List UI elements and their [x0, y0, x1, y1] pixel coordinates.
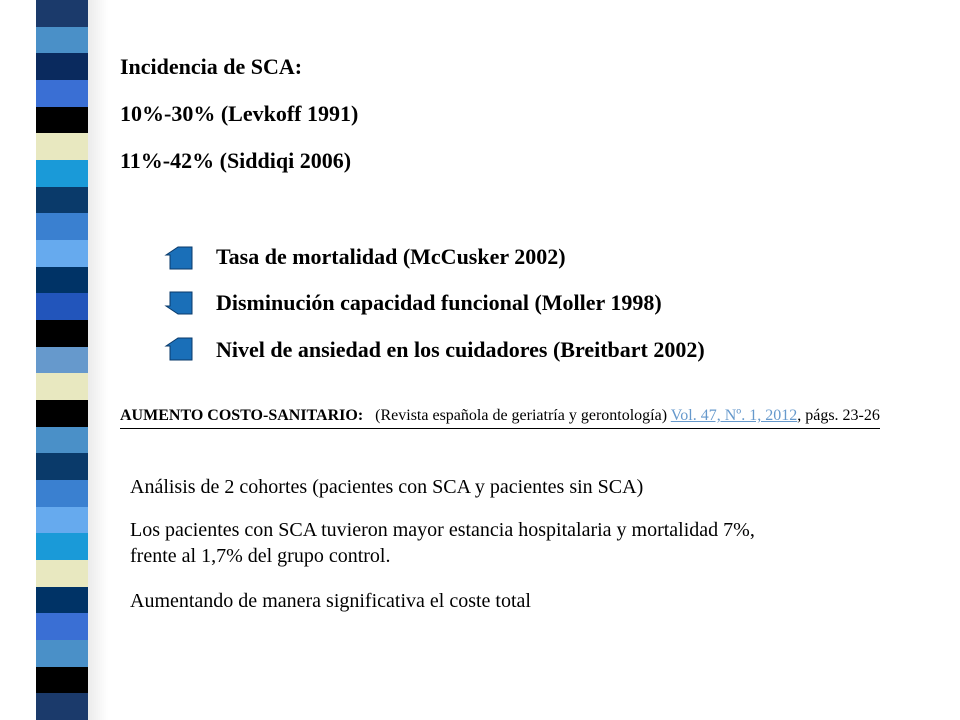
effect-anxiety: Nivel de ansiedad en los cuidadores (Breitbart 2002) [216, 337, 705, 362]
stripe-segment [36, 453, 88, 480]
stripe-segment [36, 640, 88, 667]
stripe-segment [36, 133, 88, 160]
stripe-segment [36, 400, 88, 427]
stripe-segment [36, 80, 88, 107]
stripe-segment [36, 693, 88, 720]
cost-note [120, 405, 880, 429]
stripe-shadow [88, 0, 108, 720]
stripe-segment [36, 613, 88, 640]
incidence-line-2: 11%-42% (Siddiqi 2006) [120, 148, 352, 173]
arrow-up-shape [166, 247, 192, 269]
cost-source: (Revista española de geriatría y gerontología) [375, 407, 668, 424]
stripe-segment [36, 507, 88, 534]
stripe-segment [36, 587, 88, 614]
stripe-segment [36, 0, 88, 27]
arrow-up-icon [164, 245, 194, 271]
stripe-segment [36, 320, 88, 347]
study-line-2: Los pacientes con SCA tuvieron mayor estancia hospitalaria y mortalidad 7%, [130, 519, 755, 541]
arrow-up-shape [166, 338, 192, 360]
cost-link[interactable]: Vol. 47, Nº. 1, 2012 [670, 407, 798, 424]
cost-label: AUMENTO COSTO-SANITARIO: [120, 407, 364, 424]
stripe-segment [36, 293, 88, 320]
stripe-segment [36, 53, 88, 80]
stripe-segment [36, 480, 88, 507]
stripe-segment [36, 160, 88, 187]
stripe-segment [36, 267, 88, 294]
stripe-segment [36, 213, 88, 240]
arrow-down-icon [164, 290, 194, 316]
effect-mortality: Tasa de mortalidad (McCusker 2002) [216, 244, 566, 269]
stripe-segment [36, 427, 88, 454]
stripe-segment [36, 533, 88, 560]
arrow-down-shape [166, 292, 192, 314]
stripe-segment [36, 107, 88, 134]
stripe-segment [36, 347, 88, 374]
study-line-3: frente al 1,7% del grupo control. [130, 545, 391, 567]
stripe-segment [36, 27, 88, 54]
stripe-segment [36, 187, 88, 214]
incidence-heading: Incidencia de SCA: [120, 54, 303, 79]
effect-functional: Disminución capacidad funcional (Moller 1998) [216, 290, 662, 315]
study-line-4: Aumentando de manera significativa el coste total [130, 590, 531, 612]
stripe-segment [36, 240, 88, 267]
stripe-segment [36, 373, 88, 400]
study-line-1: Análisis de 2 cohortes (pacientes con SCA y pacientes sin SCA) [130, 476, 644, 498]
cost-pages: , págs. 23-26 [797, 407, 880, 424]
incidence-line-1: 10%-30% (Levkoff 1991) [120, 101, 359, 126]
decorative-stripe-bar [36, 0, 88, 720]
arrow-up-icon [164, 336, 194, 362]
stripe-segment [36, 560, 88, 587]
stripe-segment [36, 667, 88, 694]
